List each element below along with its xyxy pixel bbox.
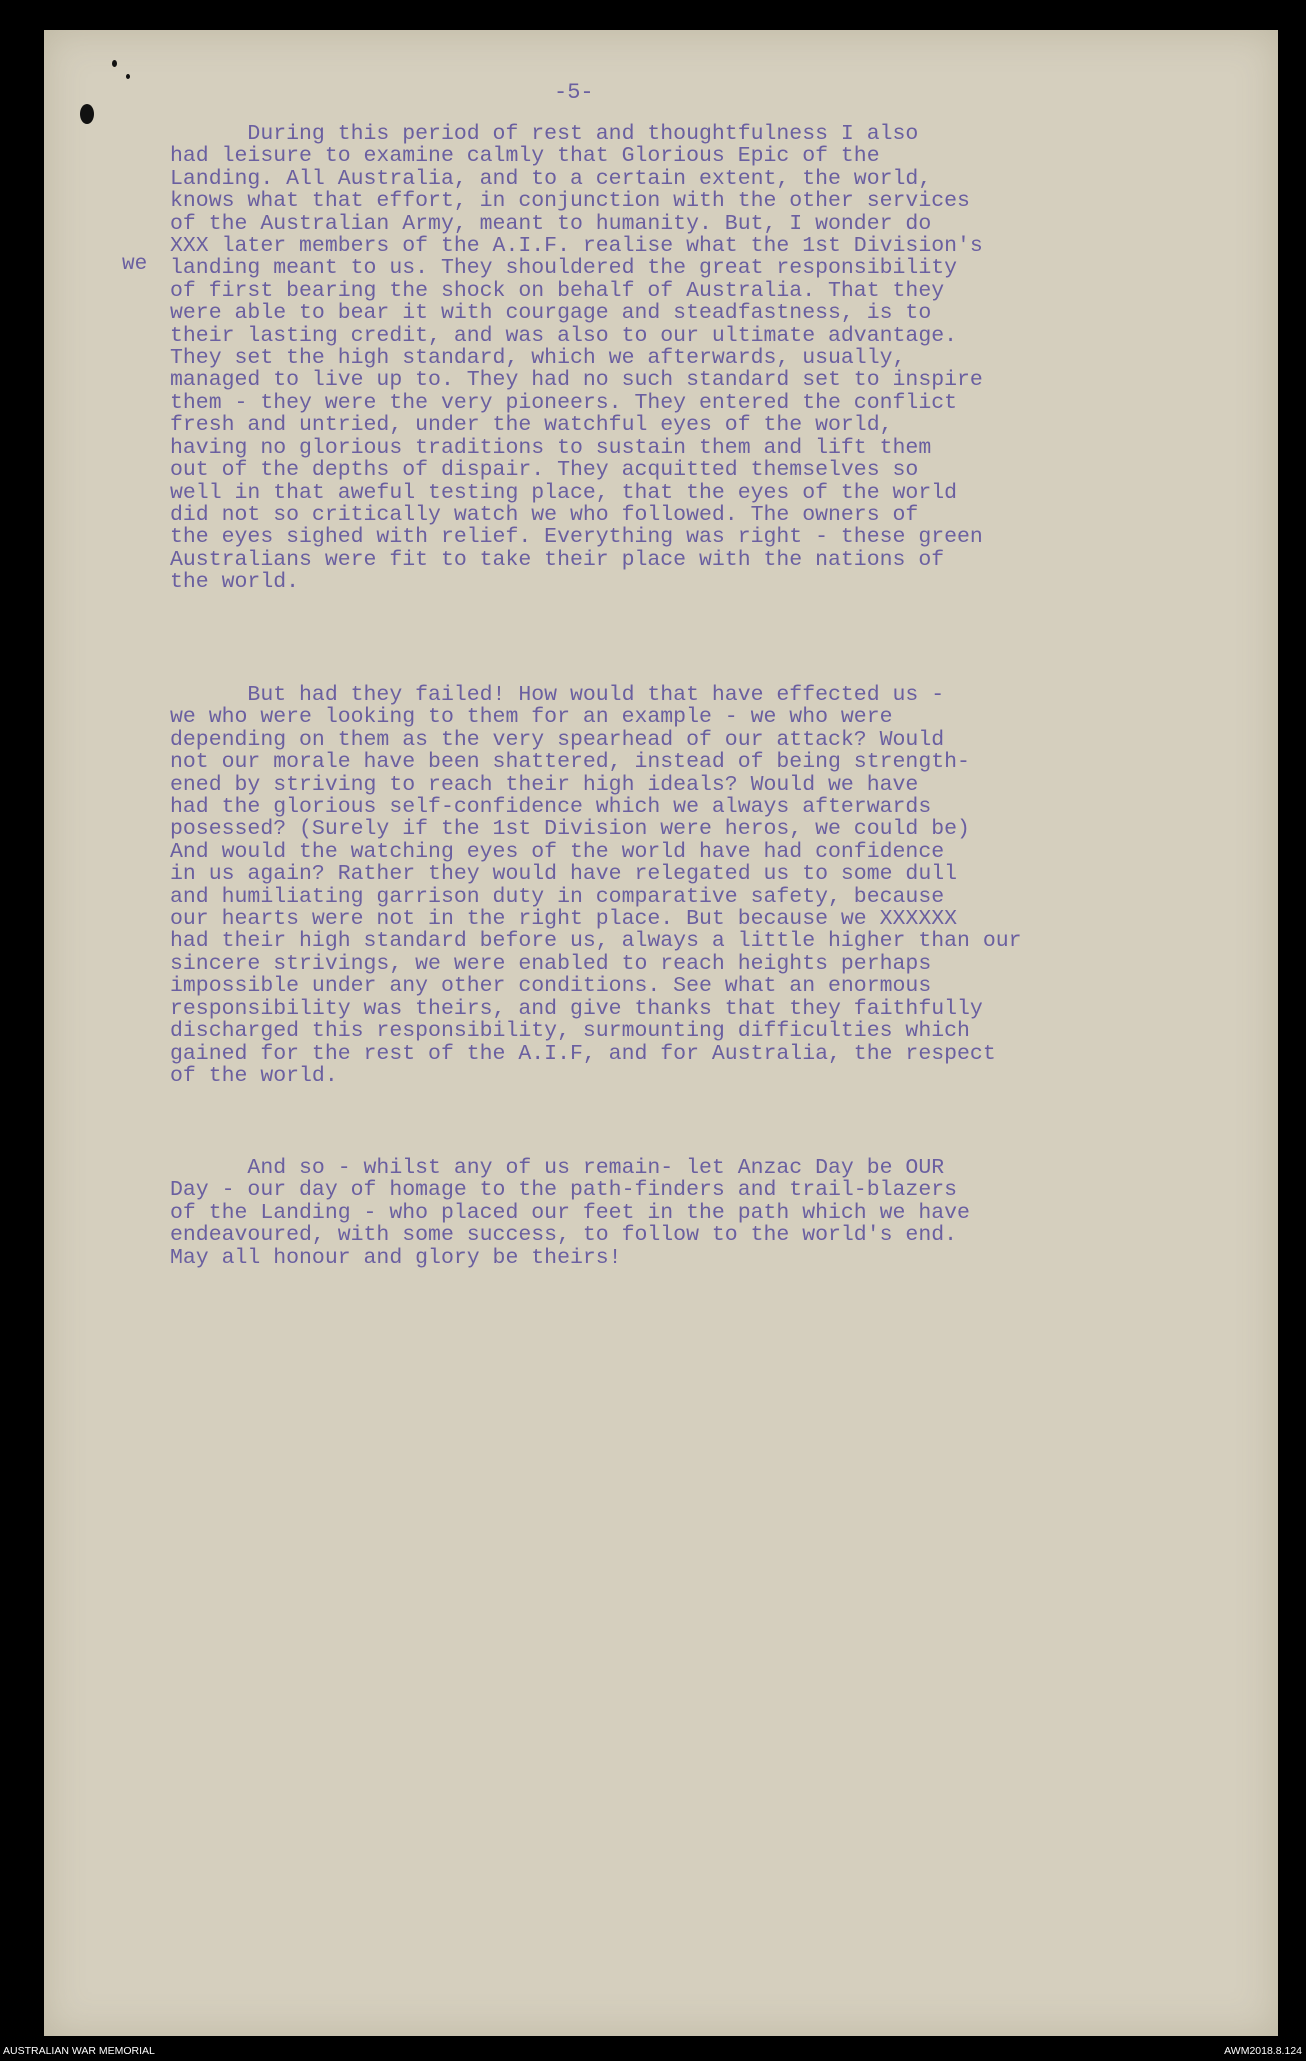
text-line: their lasting credit, and was also to our ultimate advantage. [170,323,958,348]
text-line: knows what that effort, in conjunction with the other services [170,189,970,214]
archive-reference: AWM2018.8.124 [1224,2045,1302,2057]
text-line: ened by striving to reach their high ideals? Would we have [170,772,919,797]
text-line: of the world. [170,1063,338,1088]
text-line: They set the high standard, which we afterwards, usually, [170,346,906,371]
ink-blot [112,60,117,67]
text-line: of first bearing the shock on behalf of Australia. That they [170,278,945,303]
text-line: had their high standard before us, always a little higher than our [170,929,1022,954]
text-line: impossible under any other conditions. See what an enormous [170,974,932,999]
paragraph-1 [170,123,983,594]
text-line: the eyes sighed with relief. Everything was right - these green [170,525,983,550]
text-line: out of the depths of dispair. They acquitted themselves so [170,458,919,483]
text-line: did not so critically watch we who followed. The owners of [170,502,919,527]
text-line: managed to live up to. They had no such standard set to inspire [170,368,983,393]
text-line: Day - our day of homage to the path-finders and trail-blazers [170,1178,958,1203]
text-line: in us again? Rather they would have relegated us to some dull [170,862,958,887]
text-line: not our morale have been shattered, instead of being strength- [170,750,970,775]
text-line: gained for the rest of the A.I.F, and for Australia, the respect [170,1041,996,1066]
text-line: landing meant to us. They shouldered the great responsibility [170,256,958,281]
text-line: But had they failed! How would that have effected us - [170,683,945,707]
text-line: sincere strivings, we were enabled to reach heights perhaps [170,951,932,976]
text-line: the world. [170,570,300,595]
margin-note: we [122,253,148,276]
text-line: endeavoured, with some success, to follow to the world's end. [170,1223,958,1248]
text-line: having no glorious traditions to sustain them and lift them [170,435,932,460]
text-line: And would the watching eyes of the world have had confidence [170,839,945,864]
paragraph-3 [170,1157,970,1269]
text-line: May all honour and glory be theirs! [170,1245,622,1270]
text-line: discharged this responsibility, surmounting difficulties which [170,1019,970,1044]
text-line: During this period of rest and thoughtfulness I also [170,122,919,146]
text-line: of the Landing - who placed our feet in the path which we have [170,1200,970,1225]
text-line: well in that aweful testing place, that the eyes of the world [170,480,958,505]
text-line: Australians were fit to take their place with the nations of [170,547,945,572]
text-line: were able to bear it with courgage and steadfastness, is to [170,301,932,326]
text-line: posessed? (Surely if the 1st Division were heros, we could be) [170,817,970,842]
text-line: our hearts were not in the right place. But because we XXXXXX [170,907,958,932]
text-line: of the Australian Army, meant to humanity. But, I wonder do [170,211,932,236]
text-line: depending on them as the very spearhead of our attack? Would [170,727,945,752]
ink-blot [80,104,94,124]
text-line: we who were looking to them for an example - we who were [170,705,893,730]
ink-blot [126,74,130,79]
text-line: responsibility was theirs, and give thanks that they faithfully [170,996,983,1021]
text-line: them - they were the very pioneers. They entered the conflict [170,390,958,415]
text-line: XXX later members of the A.I.F. realise what the 1st Division's [170,234,983,259]
paragraph-2 [170,684,1022,1087]
text-line: And so - whilst any of us remain- let Anzac Day be OUR [170,1156,945,1180]
text-line: had the glorious self-confidence which we always afterwards [170,795,932,820]
archive-credit: AUSTRALIAN WAR MEMORIAL [3,2045,155,2057]
text-line: Landing. All Australia, and to a certain extent, the world, [170,166,932,191]
text-line: and humiliating garrison duty in comparative safety, because [170,884,945,909]
text-line: had leisure to examine calmly that Glorious Epic of the [170,144,880,169]
page-number: -5- [554,80,594,105]
text-line: fresh and untried, under the watchful eyes of the world, [170,413,893,438]
